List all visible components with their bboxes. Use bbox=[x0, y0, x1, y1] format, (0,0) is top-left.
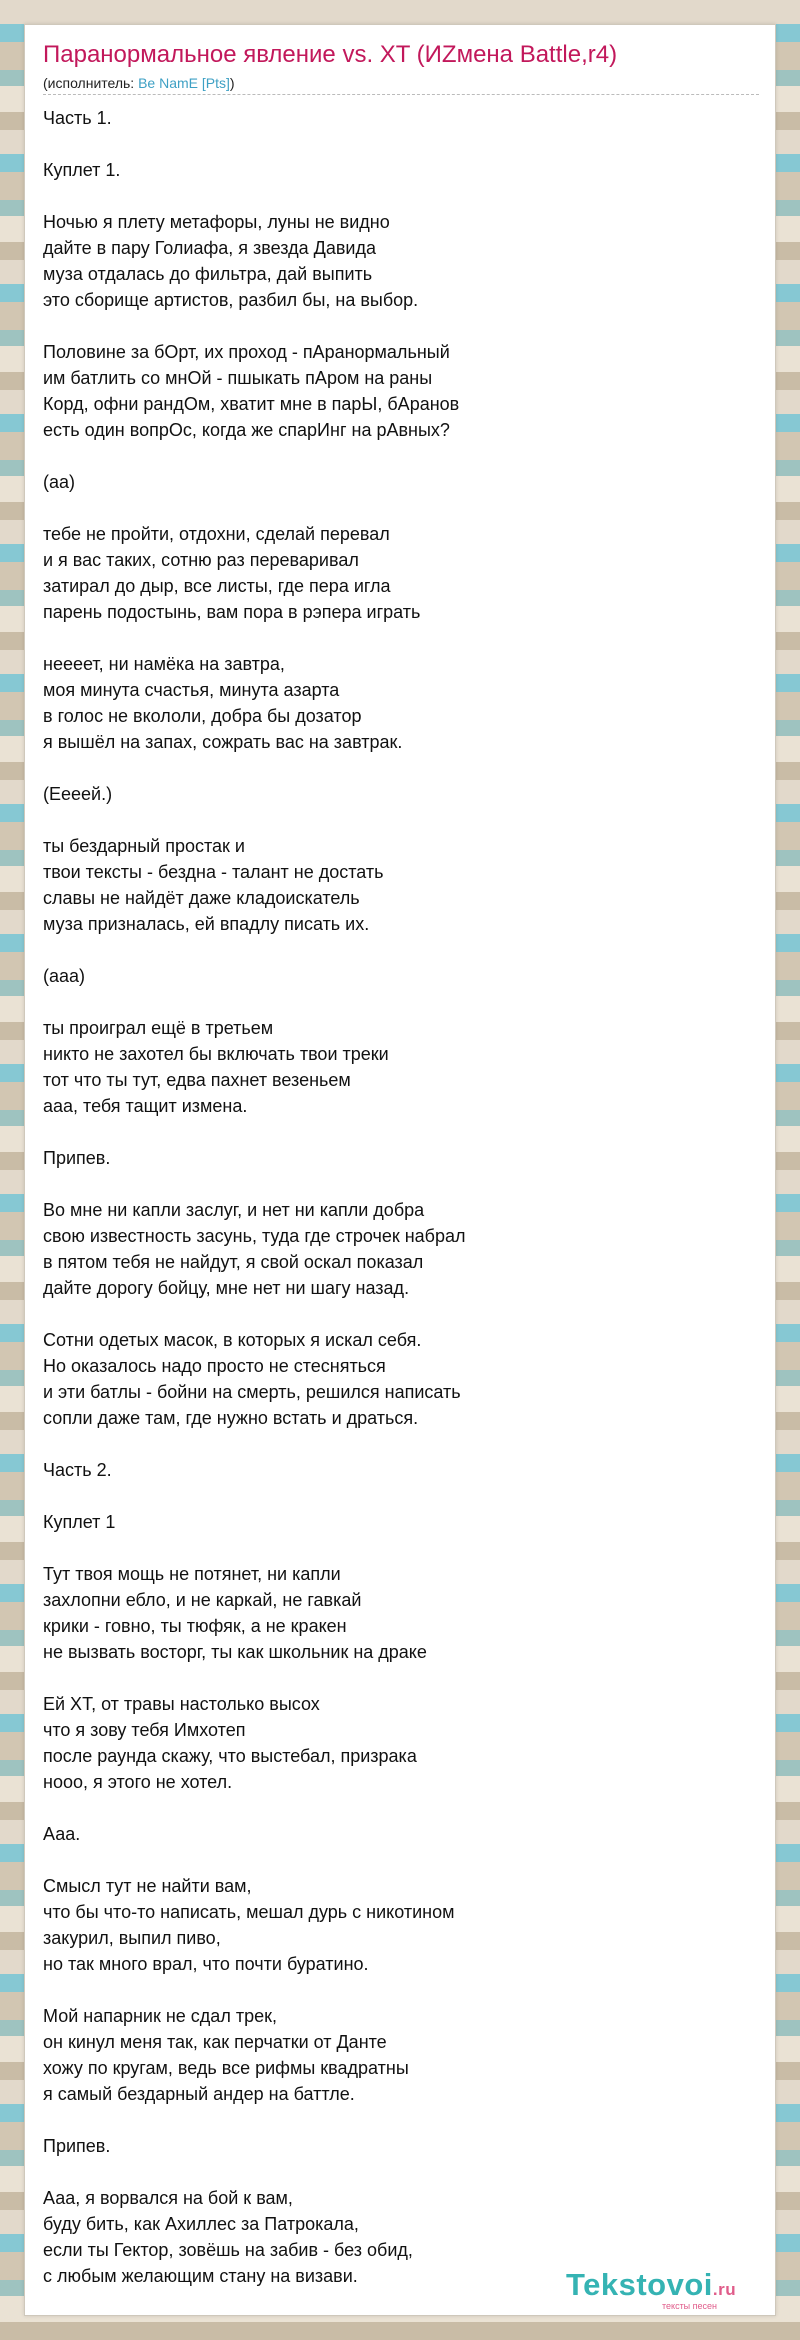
lyric-blank-line bbox=[43, 313, 759, 339]
lyric-blank-line bbox=[43, 755, 759, 781]
lyric-line: свою известность засунь, туда где строчек набрал bbox=[43, 1226, 466, 1246]
lyric-line: захлопни ебло, и не каркай, не гавкай bbox=[43, 1590, 362, 1610]
lyrics-card bbox=[24, 24, 776, 2316]
logo-domain: .ru bbox=[712, 2280, 737, 2299]
lyric-line: сопли даже там, где нужно встать и драться. bbox=[43, 1408, 419, 1428]
lyric-line: Ааа. bbox=[43, 1824, 81, 1844]
lyric-line: что бы что-то написать, мешал дурь с никотином bbox=[43, 1902, 455, 1922]
lyric-blank-line bbox=[43, 1795, 759, 1821]
lyric-line: но так много врал, что почти буратино. bbox=[43, 1954, 369, 1974]
lyric-blank-line bbox=[43, 131, 759, 157]
lyric-line: ааа, тебя тащит измена. bbox=[43, 1096, 248, 1116]
lyric-line: и эти батлы - бойни на смерть, решился написать bbox=[43, 1382, 461, 1402]
lyric-blank-line bbox=[43, 1431, 759, 1457]
lyric-blank-line bbox=[43, 495, 759, 521]
lyric-line: славы не найдёт даже кладоискатель bbox=[43, 888, 360, 908]
lyric-line: дайте в пару Голиафа, я звезда Давида bbox=[43, 238, 376, 258]
page-title: Паранормальное явление vs. XT (ИZмена Battle,r4) bbox=[43, 41, 618, 68]
lyric-line: Ааа, я ворвался на бой к вам, bbox=[43, 2188, 293, 2208]
lyric-blank-line bbox=[43, 1301, 759, 1327]
lyric-line: ты бездарный простак и bbox=[43, 836, 245, 856]
lyric-line: Половине за бОрт, их проход - пАранормальный bbox=[43, 342, 450, 362]
lyric-line: Припев. bbox=[43, 1148, 111, 1168]
lyric-line: Тут твоя мощь не потянет, ни капли bbox=[43, 1564, 341, 1584]
lyric-line: нееeет, ни намёка на завтра, bbox=[43, 654, 285, 674]
lyric-blank-line bbox=[43, 1535, 759, 1561]
lyric-line: Припев. bbox=[43, 2136, 111, 2156]
lyric-blank-line bbox=[43, 2159, 759, 2185]
lyric-line: Ей XT, от травы настолько высох bbox=[43, 1694, 320, 1714]
lyric-line: хожу по кругам, ведь все рифмы квадратны bbox=[43, 2058, 409, 2078]
lyric-line: Смысл тут не найти вам, bbox=[43, 1876, 252, 1896]
lyric-line: Куплет 1 bbox=[43, 1512, 116, 1532]
lyric-blank-line bbox=[43, 1847, 759, 1873]
lyric-line: он кинул меня так, как перчатки от Данте bbox=[43, 2032, 387, 2052]
lyric-line: не вызвать восторг, ты как школьник на драке bbox=[43, 1642, 427, 1662]
lyric-line: после раунда скажу, что выстебал, призрака bbox=[43, 1746, 417, 1766]
lyric-line: тебе не пройти, отдохни, сделай перевал bbox=[43, 524, 390, 544]
lyric-line: с любым желающим стану на визави. bbox=[43, 2266, 358, 2286]
lyric-line: (аа) bbox=[43, 472, 76, 492]
lyric-blank-line bbox=[43, 625, 759, 651]
artist-link[interactable]: Be NamE [Pts] bbox=[138, 75, 230, 91]
lyric-line: я самый бездарный андер на баттле. bbox=[43, 2084, 355, 2104]
lyric-blank-line bbox=[43, 183, 759, 209]
logo-tagline: тексты песен bbox=[662, 2301, 718, 2311]
lyric-line: (ааа) bbox=[43, 966, 86, 986]
lyric-line: буду бить, как Ахиллес за Патрокала, bbox=[43, 2214, 359, 2234]
lyric-line: в пятом тебя не найдут, я свой оскал показал bbox=[43, 1252, 424, 1272]
lyric-blank-line bbox=[43, 1977, 759, 2003]
lyric-blank-line bbox=[43, 807, 759, 833]
lyric-blank-line bbox=[43, 1483, 759, 1509]
lyrics-text bbox=[43, 105, 759, 2289]
site-logo[interactable] bbox=[566, 2267, 756, 2311]
lyric-blank-line bbox=[43, 2107, 759, 2133]
lyric-line: в голос не вкололи, добра бы дозатор bbox=[43, 706, 362, 726]
lyric-line: твои тексты - бездна - талант не достать bbox=[43, 862, 384, 882]
lyric-line: если ты Гектор, зовёшь на забив - без обид, bbox=[43, 2240, 413, 2260]
lyric-line: Сотни одетых масок, в которых я искал себя. bbox=[43, 1330, 422, 1350]
lyric-blank-line bbox=[43, 937, 759, 963]
lyric-line: крики - говно, ты тюфяк, а не кракен bbox=[43, 1616, 347, 1636]
lyric-line: это сборище артистов, разбил бы, на выбор. bbox=[43, 290, 419, 310]
lyric-line: тот что ты тут, едва пахнет везеньем bbox=[43, 1070, 351, 1090]
lyric-line: Корд, офни рандОм, хватит мне в парЫ, бАранов bbox=[43, 394, 460, 414]
lyric-line: есть один вопрОс, когда же спарИнг на рАвных? bbox=[43, 420, 450, 440]
lyric-line: Часть 1. bbox=[43, 108, 112, 128]
lyric-blank-line bbox=[43, 1119, 759, 1145]
lyric-line: им батлить со мнОй - пшыкать пАром на раны bbox=[43, 368, 433, 388]
lyric-line: Часть 2. bbox=[43, 1460, 112, 1480]
lyric-blank-line bbox=[43, 989, 759, 1015]
lyric-line: Но оказалось надо просто не стесняться bbox=[43, 1356, 386, 1376]
lyric-line: что я зову тебя Имхотеп bbox=[43, 1720, 246, 1740]
lyric-line: Мой напарник не сдал трек, bbox=[43, 2006, 277, 2026]
lyric-blank-line bbox=[43, 1171, 759, 1197]
artist-byline bbox=[43, 75, 759, 95]
logo-name: Tekstovoi.ru bbox=[566, 2267, 737, 2302]
lyric-line: закурил, выпил пиво, bbox=[43, 1928, 221, 1948]
lyric-line: ты проиграл ещё в третьем bbox=[43, 1018, 274, 1038]
lyric-blank-line bbox=[43, 1665, 759, 1691]
lyric-line: Во мне ни капли заслуг, и нет ни капли добра bbox=[43, 1200, 425, 1220]
lyric-line: моя минута счастья, минута азарта bbox=[43, 680, 340, 700]
lyric-line: муза отдалась до фильтра, дай выпить bbox=[43, 264, 373, 284]
lyric-line: Куплет 1. bbox=[43, 160, 121, 180]
byline-suffix: ) bbox=[229, 75, 235, 91]
lyric-line: затирал до дыр, все листы, где пера игла bbox=[43, 576, 391, 596]
lyric-line: и я вас таких, сотню раз переваривал bbox=[43, 550, 359, 570]
lyric-line: я вышёл на запах, сожрать вас на завтрак. bbox=[43, 732, 403, 752]
lyric-line: дайте дорогу бойцу, мне нет ни шагу назад. bbox=[43, 1278, 410, 1298]
lyric-line: никто не захотел бы включать твои треки bbox=[43, 1044, 389, 1064]
lyric-line: (Ееeей.) bbox=[43, 784, 113, 804]
lyric-line: муза призналась, ей впадлу писать их. bbox=[43, 914, 370, 934]
lyric-line: парень подостынь, вам пора в рэпера играть bbox=[43, 602, 421, 622]
lyric-line: Ночью я плету метафоры, луны не видно bbox=[43, 212, 390, 232]
lyric-blank-line bbox=[43, 443, 759, 469]
byline-prefix: (исполнитель: bbox=[43, 75, 139, 91]
lyric-line: нооо, я этого не хотел. bbox=[43, 1772, 233, 1792]
